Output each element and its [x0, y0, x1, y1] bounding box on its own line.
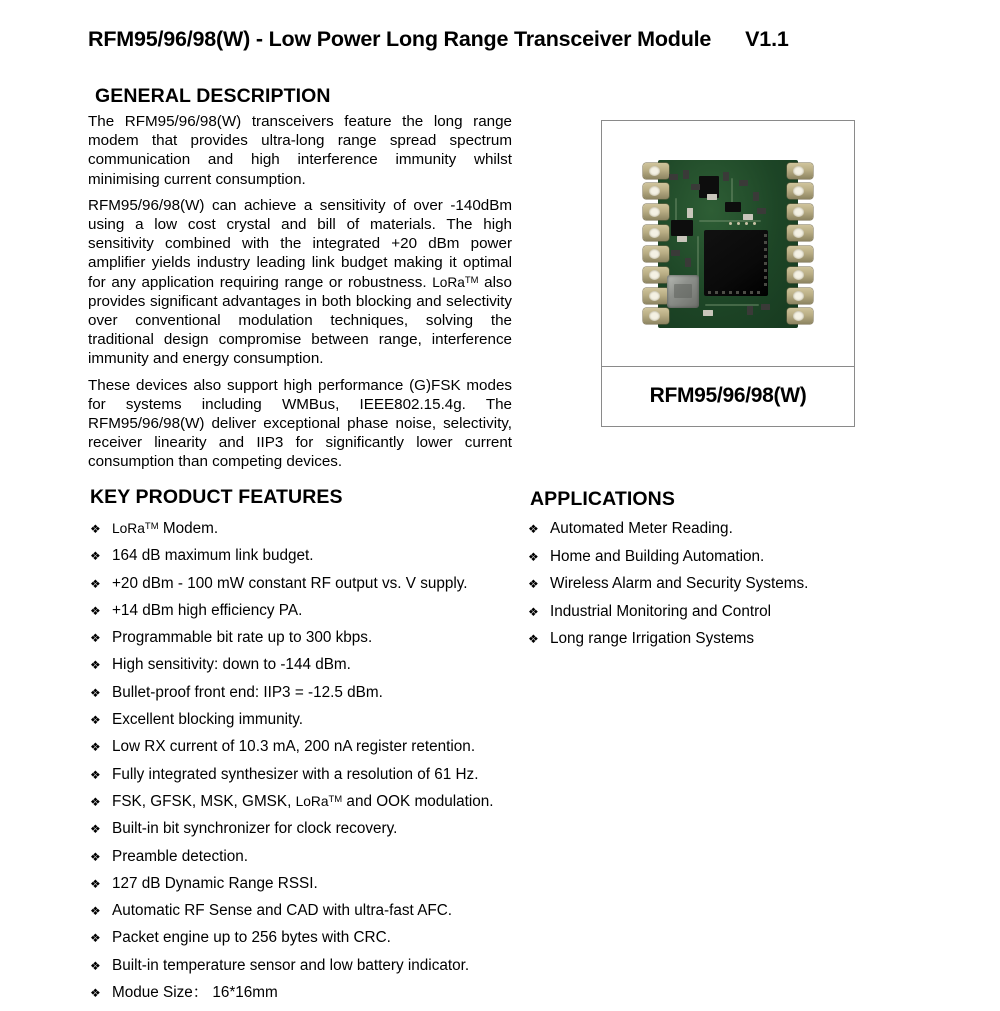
feature-item	[90, 738, 520, 756]
passive-component	[753, 192, 759, 201]
feature-item	[90, 929, 520, 947]
general-description-body	[88, 112, 512, 472]
diamond-bullet-icon: ❖	[528, 549, 539, 564]
application-item	[528, 630, 928, 648]
product-image-area	[602, 121, 854, 366]
pcb-trace	[731, 178, 733, 204]
pad	[643, 308, 669, 324]
product-image-box	[601, 120, 855, 427]
feature-item	[90, 602, 520, 620]
pcb-via	[729, 222, 732, 225]
passive-component	[743, 214, 753, 220]
diamond-bullet-icon: ❖	[528, 632, 539, 646]
description-paragraph-2-text-b: also provides significant advantages in both blocking and selectivity over conventional modulation techniques, solving the traditional design compromise between range, interference immunity and energy consumption.	[88, 273, 512, 368]
pad	[787, 204, 813, 220]
feature-item-text: High sensitivity: down to -144 dBm.	[112, 656, 351, 674]
key-product-features-heading: KEY PRODUCT FEATURES	[90, 486, 343, 508]
application-item-text: Long range Irrigation Systems	[550, 630, 755, 647]
pad	[643, 267, 669, 283]
feature-item	[90, 793, 520, 811]
diamond-bullet-icon: ❖	[90, 603, 101, 618]
castellated-pads-right	[787, 161, 813, 327]
diamond-bullet-icon: ❖	[90, 685, 101, 700]
passive-component	[687, 208, 693, 218]
feature-item	[90, 820, 520, 838]
feature-item-text: Programmable bit rate up to 300 kbps.	[112, 629, 373, 647]
page-title	[88, 27, 789, 52]
trademark-superscript: TM	[464, 273, 479, 285]
pad	[643, 225, 669, 241]
diamond-bullet-icon: ❖	[90, 958, 101, 973]
feature-item-text: +14 dBm high efficiency PA.	[112, 601, 303, 619]
page-title-text: RFM95/96/98(W) - Low Power Long Range Transceiver Module	[88, 27, 712, 51]
pad	[787, 183, 813, 199]
feature-item-text: Preamble detection.	[112, 847, 249, 865]
rfm95-module-photo	[641, 158, 815, 330]
feature-item	[90, 766, 520, 784]
application-item	[528, 575, 928, 593]
pcb-via	[737, 222, 740, 225]
feature-item-text: Low RX current of 10.3 mA, 200 nA register retention.	[112, 738, 476, 756]
diamond-bullet-icon: ❖	[90, 849, 101, 864]
pad	[787, 225, 813, 241]
feature-item-text: Modue Size： 16*16mm	[112, 984, 278, 1002]
diamond-bullet-icon: ❖	[90, 794, 101, 809]
pcb-via	[745, 222, 748, 225]
passive-component	[685, 258, 691, 267]
feature-item	[90, 957, 520, 975]
lora-wordmark: LoRa	[112, 521, 145, 536]
general-description-heading: GENERAL DESCRIPTION	[95, 85, 331, 107]
pad	[787, 288, 813, 304]
application-item	[528, 520, 928, 538]
product-caption: RFM95/96/98(W)	[649, 384, 807, 407]
pad	[643, 204, 669, 220]
feature-item-text: Excellent blocking immunity.	[112, 711, 304, 729]
diamond-bullet-icon: ❖	[528, 577, 539, 591]
feature-item-text: 127 dB Dynamic Range RSSI.	[112, 874, 318, 892]
application-item	[528, 603, 928, 621]
applications-list	[528, 520, 928, 658]
feature-item	[90, 629, 520, 647]
pad	[787, 308, 813, 324]
crystal-oscillator	[667, 275, 699, 308]
passive-component	[671, 250, 680, 256]
diamond-bullet-icon: ❖	[90, 986, 101, 1001]
diamond-bullet-icon: ❖	[90, 631, 101, 646]
diamond-bullet-icon: ❖	[90, 904, 101, 919]
feature-item-text: Packet engine up to 256 bytes with CRC.	[112, 929, 391, 947]
description-paragraph-3-text: These devices also support high performance (G)FSK modes for systems including WMBus, IEEE802.15.4g. The RFM95/96/98(W) deliver exceptional phase noise, selectivity, receiver linearity and IIP3 for significantly lower current consumption than competing devices.	[88, 376, 512, 471]
pcb-via	[753, 222, 756, 225]
feature-item	[90, 848, 520, 866]
pad	[787, 246, 813, 262]
passive-component	[691, 184, 700, 190]
diamond-bullet-icon: ❖	[90, 931, 101, 946]
feature-item-text: and OOK modulation.	[342, 792, 494, 810]
feature-item	[90, 520, 520, 538]
passive-component	[707, 194, 717, 200]
feature-item	[90, 575, 520, 593]
pad	[643, 288, 669, 304]
document-version: V1.1	[745, 27, 789, 51]
passive-component	[723, 172, 729, 181]
diamond-bullet-icon: ❖	[90, 876, 101, 891]
description-paragraph-2-text-a: RFM95/96/98(W) can achieve a sensitivity of over -140dBm using a low cost crystal and bill of materials. The high sensitivity combined with the integrated +20 dBm power amplifier yields industry leading link budget making it optimal for any application requiring range or robustness.	[88, 196, 512, 291]
feature-item-text: Automatic RF Sense and CAD with ultra-fast AFC.	[112, 902, 453, 920]
diamond-bullet-icon: ❖	[90, 658, 101, 673]
passive-component	[757, 208, 766, 214]
pad	[643, 246, 669, 262]
feature-item	[90, 547, 520, 565]
passive-component	[703, 310, 713, 316]
feature-item-text: FSK, GFSK, MSK, GMSK,	[112, 792, 296, 810]
description-paragraph-1	[88, 112, 512, 189]
trademark-superscript: TM	[328, 794, 343, 805]
feature-item-text: +20 dBm - 100 mW constant RF output vs. V supply.	[112, 574, 468, 592]
passive-component	[677, 236, 687, 242]
application-item-text: Industrial Monitoring and Control	[550, 602, 772, 620]
diamond-bullet-icon: ❖	[528, 522, 539, 536]
passive-component	[747, 306, 753, 315]
castellated-pads-left	[643, 161, 669, 327]
trademark-superscript: TM	[144, 521, 159, 533]
feature-item-text: Modem.	[158, 520, 219, 537]
feature-item-text: Built-in temperature sensor and low battery indicator.	[112, 956, 470, 974]
feature-item	[90, 684, 520, 702]
feature-item	[90, 711, 520, 729]
lora-wordmark: LoRa	[432, 274, 465, 290]
sx1276-ic	[704, 230, 768, 296]
pad	[787, 267, 813, 283]
feature-item	[90, 875, 520, 893]
application-item-text: Wireless Alarm and Security Systems.	[550, 575, 809, 592]
application-item	[528, 548, 928, 566]
small-ic	[671, 220, 693, 236]
passive-component	[739, 180, 748, 186]
feature-item	[90, 656, 520, 674]
diamond-bullet-icon: ❖	[90, 767, 101, 782]
application-item-text: Automated Meter Reading.	[550, 520, 733, 537]
feature-item	[90, 984, 520, 1002]
diamond-bullet-icon: ❖	[90, 522, 101, 536]
lora-wordmark: LoRa	[295, 793, 329, 809]
diamond-bullet-icon: ❖	[90, 822, 101, 837]
feature-item-text: Bullet-proof front end: IIP3 = -12.5 dBm.	[112, 683, 383, 701]
applications-heading: APPLICATIONS	[530, 488, 675, 510]
diamond-bullet-icon: ❖	[90, 740, 101, 755]
description-paragraph-2	[88, 196, 512, 369]
description-paragraph-3	[88, 376, 512, 472]
diamond-bullet-icon: ❖	[90, 576, 101, 591]
pad	[787, 163, 813, 179]
pad	[643, 163, 669, 179]
diamond-bullet-icon: ❖	[90, 549, 101, 564]
passive-component	[669, 174, 678, 180]
feature-item-text: 164 dB maximum link budget.	[112, 547, 314, 565]
small-ic	[725, 202, 741, 212]
feature-item	[90, 902, 520, 920]
feature-item-text: Fully integrated synthesizer with a resolution of 61 Hz.	[112, 765, 479, 783]
pad	[643, 183, 669, 199]
passive-component	[761, 304, 770, 310]
diamond-bullet-icon: ❖	[90, 713, 101, 728]
diamond-bullet-icon: ❖	[528, 604, 539, 619]
key-product-features-list	[90, 520, 520, 1011]
feature-item-text: Built-in bit synchronizer for clock recovery.	[112, 820, 398, 838]
passive-component	[683, 170, 689, 179]
description-paragraph-1-text: The RFM95/96/98(W) transceivers feature the long range modem that provides ultra-long range spread spectrum communication and high interference immunity whilst minimising current consumption.	[88, 113, 512, 188]
application-item-text: Home and Building Automation.	[550, 547, 765, 565]
